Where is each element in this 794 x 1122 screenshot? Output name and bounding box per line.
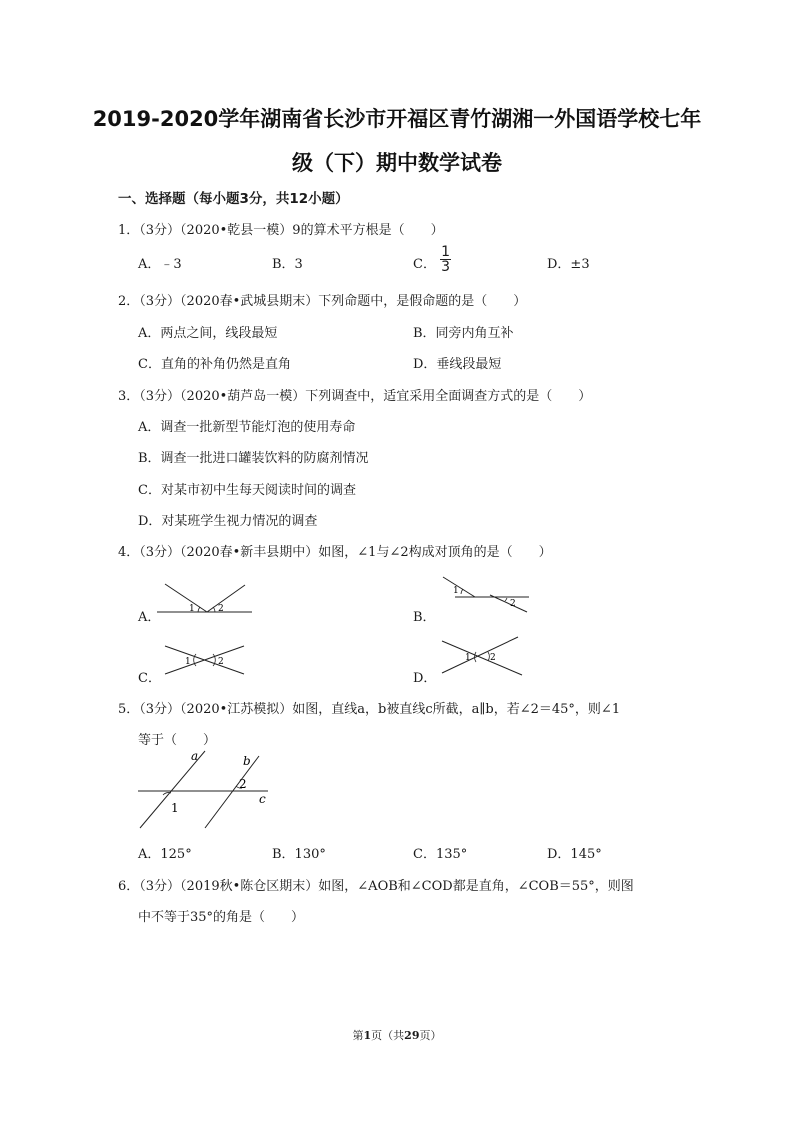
figure-4b	[435, 572, 535, 617]
angle-2-label: 2	[239, 777, 247, 791]
question-4-option-d: D．	[413, 671, 437, 686]
figure-4d	[440, 635, 525, 680]
question-4-stem: 4．（3分）（2020春•新丰县期中）如图，∠1与∠2构成对顶角的是（ ）	[118, 545, 552, 560]
question-2-stem: 2．（3分）（2020春•武城县期末）下列命题中，是假命题的是（ ）	[118, 294, 527, 309]
question-5-option-b: B．130°	[272, 847, 326, 862]
title-line-1: 2019-2020学年湖南省长沙市开福区青竹湖湘一外国语学校七年	[92, 107, 702, 131]
question-3-option-b: B．调查一批进口罐装饮料的防腐剂情况	[138, 451, 369, 466]
question-1-option-b: B．3	[272, 257, 303, 272]
angle-1-label: 1	[453, 586, 459, 596]
line-c-label: c	[259, 792, 266, 806]
question-3-option-a: A．调查一批新型节能灯泡的使用寿命	[138, 420, 356, 435]
figure-4c	[160, 640, 250, 680]
fraction-denominator: 3	[441, 259, 451, 275]
section-heading: 一、选择题（每小题3分，共12小题）	[118, 191, 349, 207]
figure-4a	[155, 580, 255, 620]
footer-prefix: 第	[352, 1029, 364, 1042]
angle-1-label: 1	[171, 801, 179, 815]
question-1-option-d: D．±3	[547, 257, 590, 272]
angle-1-label: 1	[465, 653, 471, 663]
question-3-stem: 3．（3分）（2020•葫芦岛一模）下列调查中，适宜采用全面调查方式的是（ ）	[118, 389, 592, 404]
line-a-label: a	[191, 749, 199, 763]
question-6-stem-line-2: 中不等于35°的角是（ ）	[138, 910, 305, 925]
page-number: 1	[363, 1029, 372, 1042]
question-4-option-b: B．	[413, 610, 436, 625]
question-3-option-d: D．对某班学生视力情况的调查	[138, 514, 318, 529]
angle-2-label: 2	[218, 604, 224, 614]
question-5-stem-line-1: 5．（3分）（2020•江苏模拟）如图，直线a，b被直线c所截，a∥b，若∠2＝45°，则∠1	[118, 702, 621, 717]
fraction	[440, 245, 451, 274]
page-total: 29	[404, 1029, 420, 1042]
question-2-option-b: B．同旁内角互补	[413, 326, 514, 341]
angle-2-label: 2	[510, 599, 516, 609]
angle-2-label: 2	[218, 657, 224, 667]
question-1-stem: 1．（3分）（2020•乾县一模）9的算术平方根是（ ）	[118, 223, 444, 238]
question-1-option-a: A．﹣3	[138, 257, 182, 272]
angle-1-label: 1	[189, 604, 195, 614]
question-2-option-d: D．垂线段最短	[413, 357, 502, 372]
question-5-option-a: A．125°	[138, 847, 192, 862]
question-1-option-c	[413, 244, 451, 275]
question-6-stem-line-1: 6．（3分）（2019秋•陈仓区期末）如图，∠AOB和∠COD都是直角，∠COB＝55°，则图	[118, 879, 634, 894]
question-5-option-d: D．145°	[547, 847, 602, 862]
footer-middle: 页（共	[371, 1029, 405, 1042]
footer-suffix: 页）	[419, 1029, 442, 1042]
question-1-option-c-prefix: C．	[413, 257, 436, 272]
question-5-stem-line-2: 等于（ ）	[138, 733, 217, 748]
question-5-option-c: C．135°	[413, 847, 468, 862]
angle-2-label: 2	[490, 653, 496, 663]
question-2-option-c: C．直角的补角仍然是直角	[138, 357, 291, 372]
question-4-option-a: A．	[138, 610, 161, 625]
figure-5	[135, 748, 275, 833]
line-b-label: b	[243, 754, 251, 768]
question-3-option-c: C．对某市初中生每天阅读时间的调查	[138, 483, 356, 498]
fraction-numerator: 1	[441, 244, 451, 260]
title-line-2: 级（下）期中数学试卷	[292, 151, 502, 175]
question-2-option-a: A．两点之间，线段最短	[138, 326, 278, 341]
page-footer	[0, 1027, 794, 1043]
angle-1-label: 1	[185, 657, 191, 667]
question-4-option-c: C．	[138, 671, 161, 686]
